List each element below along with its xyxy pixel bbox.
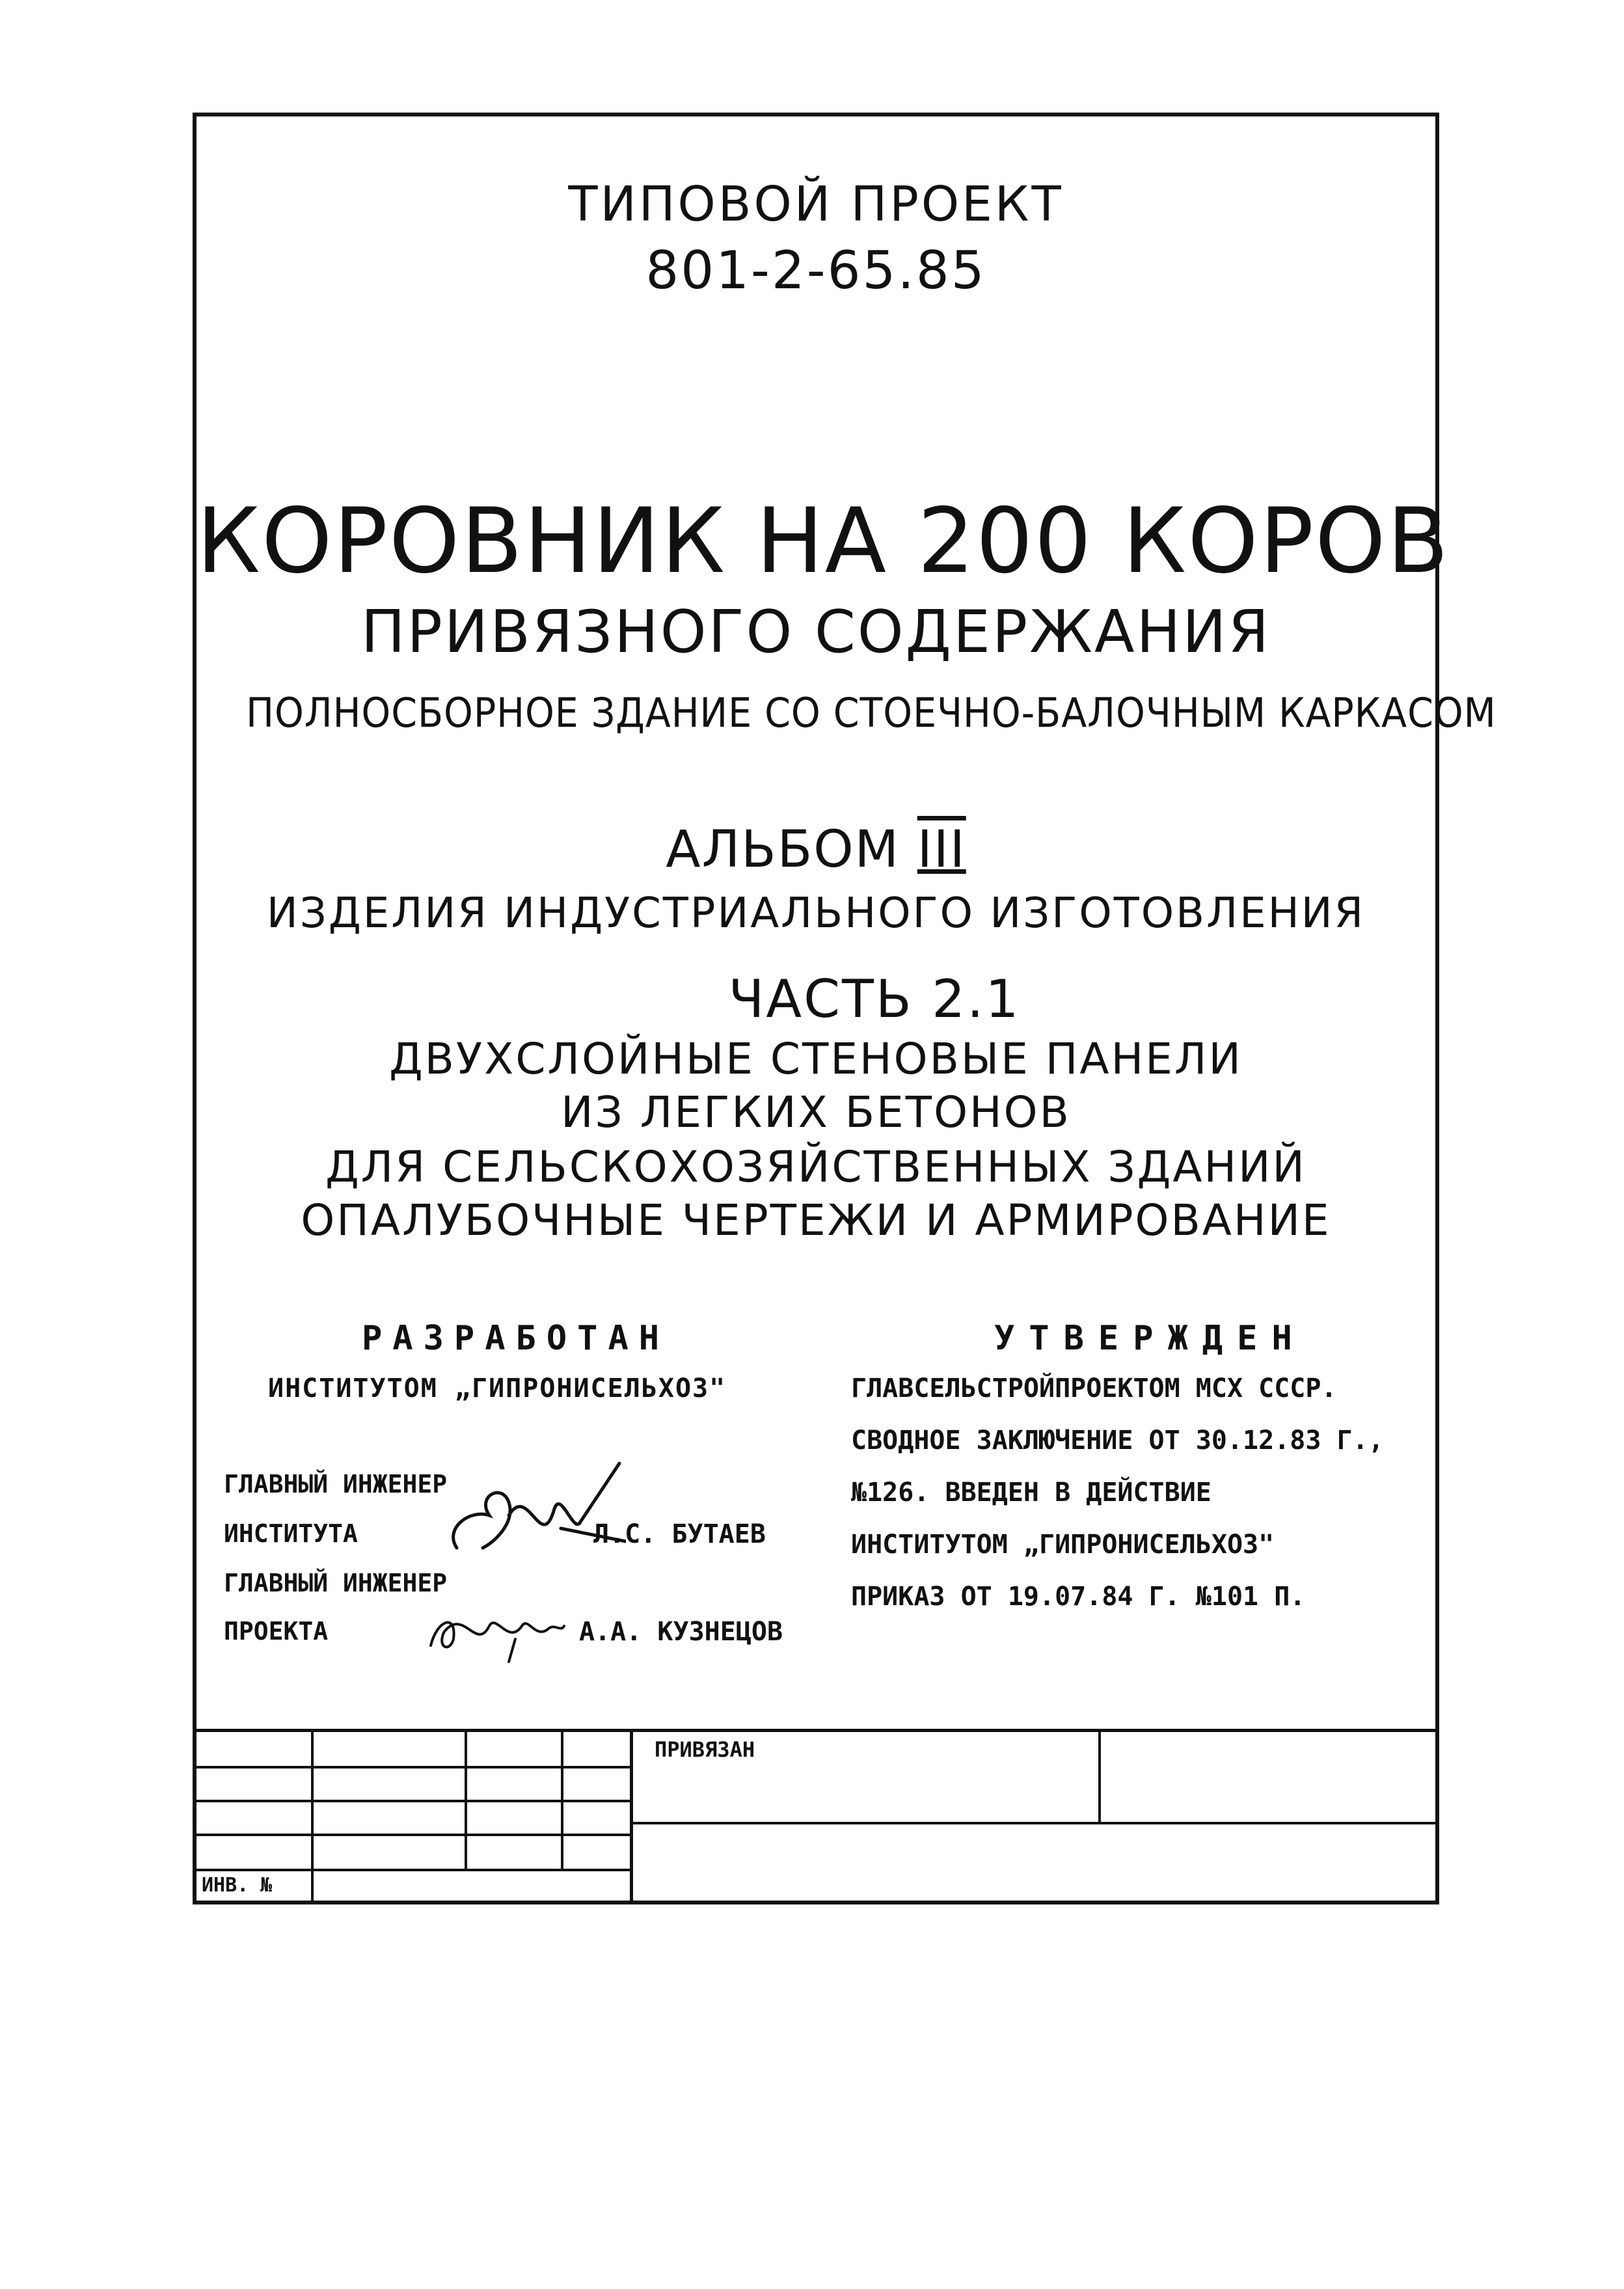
institute-label: ИНСТИТУТА xyxy=(224,1519,358,1548)
developed-heading: РАЗРАБОТАН xyxy=(362,1319,670,1358)
inventory-number-label: ИНВ. № xyxy=(202,1874,273,1897)
stamp-grid-line xyxy=(631,1822,1435,1824)
handwritten-signature xyxy=(418,1593,567,1665)
approval-line: ПРИКАЗ ОТ 19.07.84 Г. №101 П. xyxy=(851,1582,1306,1612)
approval-line: ИНСТИТУТОМ „ГИПРОНИСЕЛЬХОЗ" xyxy=(851,1530,1275,1560)
project-label-row: ПРОЕКТА xyxy=(224,1617,329,1646)
project-number: 801-2-65.85 xyxy=(645,240,986,301)
bound-label: ПРИВЯЗАН xyxy=(655,1737,755,1762)
drawing-sheet-frame xyxy=(193,113,1496,1904)
approved-heading: УТВЕРЖДЕН xyxy=(994,1319,1306,1358)
stamp-grid-line xyxy=(311,1732,314,1904)
stamp-grid-line xyxy=(1098,1732,1101,1823)
album-heading xyxy=(196,820,1435,879)
part-label: ЧАСТЬ 2.1 xyxy=(728,969,1021,1029)
chief-engineer-label: ГЛАВНЫЙ ИНЖЕНЕР xyxy=(224,1569,448,1597)
building-description: ПОЛНОСБОРНОЕ ЗДАНИЕ СО СТОЕЧНО-БАЛОЧНЫМ КАРКАСОМ xyxy=(246,689,1496,737)
signatory-name: А.А. КУЗНЕЦОВ xyxy=(579,1617,783,1647)
title-block-stamp xyxy=(196,1729,1435,1904)
part-desc-line: ИЗ ЛЕГКИХ БЕТОНОВ xyxy=(561,1087,1071,1137)
project-label: ТИПОВОЙ ПРОЕКТ xyxy=(568,176,1064,232)
stamp-grid-line xyxy=(196,1766,631,1768)
stamp-grid-line xyxy=(196,1869,631,1871)
album-subtitle: ИЗДЕЛИЯ ИНДУСТРИАЛЬНОГО ИЗГОТОВЛЕНИЯ xyxy=(266,889,1366,938)
album-number: III xyxy=(917,820,966,879)
handwritten-signature xyxy=(431,1457,626,1567)
stamp-grid-line xyxy=(630,1732,633,1904)
approval-line: ГЛАВСЕЛЬСТРОЙПРОЕКТОМ МСХ СССР. xyxy=(851,1374,1337,1403)
developer-institute: ИНСТИТУТОМ „ГИПРОНИСЕЛЬХОЗ" xyxy=(268,1374,727,1403)
approval-line: СВОДНОЕ ЗАКЛЮЧЕНИЕ ОТ 30.12.83 Г., xyxy=(851,1426,1384,1456)
part-desc-line: ДВУХСЛОЙНЫЕ СТЕНОВЫЕ ПАНЕЛИ xyxy=(389,1034,1243,1084)
stamp-grid-line xyxy=(196,1800,631,1802)
approval-line: №126. ВВЕДЕН В ДЕЙСТВИЕ xyxy=(851,1478,1211,1508)
part-desc-line: ОПАЛУБОЧНЫЕ ЧЕРТЕЖИ И АРМИРОВАНИЕ xyxy=(301,1195,1331,1245)
signatory-name: Л.С. БУТАЕВ xyxy=(593,1519,766,1549)
album-label: АЛЬБОМ xyxy=(666,820,900,879)
document-subtitle: ПРИВЯЗНОГО СОДЕРЖАНИЯ xyxy=(360,598,1271,666)
document-title: КОРОВНИК НА 200 КОРОВ xyxy=(196,489,1450,593)
part-desc-line: ДЛЯ СЕЛЬСКОХОЗЯЙСТВЕННЫХ ЗДАНИЙ xyxy=(325,1142,1306,1192)
chief-engineer-label: ГЛАВНЫЙ ИНЖЕНЕР xyxy=(224,1470,448,1498)
stamp-grid-line xyxy=(196,1834,631,1836)
